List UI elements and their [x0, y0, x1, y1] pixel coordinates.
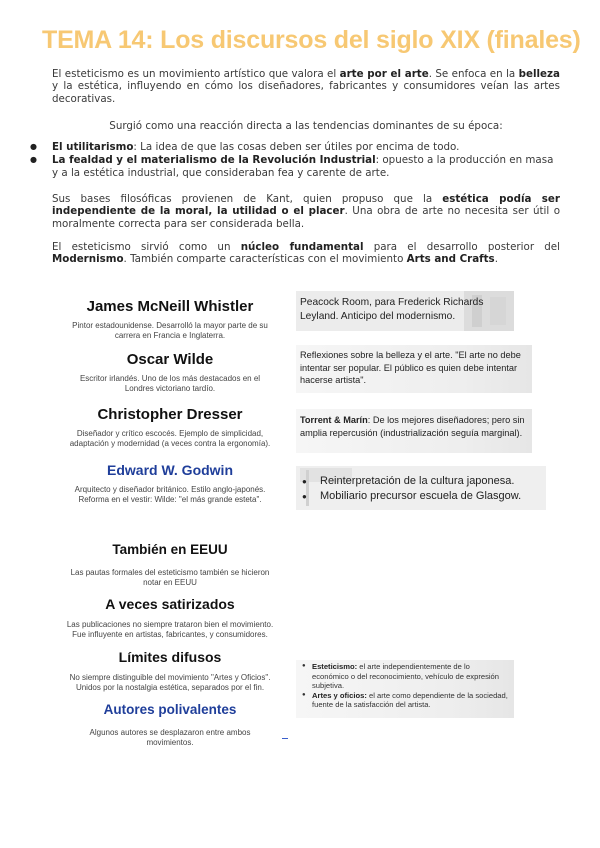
body-text: y la estética, influyendo en cómo los diseñadores, fabricantes y consumidores veían las artes decorativas. [52, 80, 560, 105]
reflexiones-box [296, 345, 532, 393]
concept-desc-line: notar en EEUU [143, 578, 197, 587]
torrent-marin-text: : De los mejores diseñadores; pero sin amplia repercusión (industrialización seguía marginal). [300, 415, 525, 438]
reaction-bullets [30, 141, 560, 180]
comparison-item: ● Esteticismo: el arte independientemente de lo económico o del reconocimiento, vehículo de expresión subjetiva. [302, 662, 499, 691]
author-heading: James McNeill Whistler [86, 298, 254, 315]
comparison-box [296, 660, 514, 718]
godwin-note-text: Reinterpretación de la cultura japonesa. [320, 475, 515, 487]
comparison-list [302, 662, 508, 710]
author-heading: Edward W. Godwin [107, 462, 233, 478]
concepts-panel [52, 532, 288, 756]
emphasis-text: estética podía ser independiente de la moral, la utilidad o el placer [52, 193, 560, 218]
authors-panel [52, 292, 288, 514]
body-text: para el desarrollo posterior del [363, 241, 561, 253]
author-desc-line: Escritor irlandés. Uno de los más destacados en el [79, 374, 261, 383]
emphasis-text: belleza [518, 68, 560, 80]
author-heading: Oscar Wilde [126, 351, 214, 368]
emphasis-text: Modernismo [52, 253, 124, 266]
godwin-notes-list [302, 474, 521, 504]
body-text: El esteticismo sirvió como un [52, 241, 241, 253]
bullet-utilitarismo [30, 141, 560, 153]
author-desc-line: adaptación y modernidad (a veces contra la ergonomía). [69, 439, 271, 448]
body-text: El esteticismo es un movimiento artístico que valora el [52, 68, 340, 80]
peacock-room-caption: Peacock Room, para Frederick Richards Leyland. Anticipo del modernismo. [300, 297, 484, 322]
intro-paragraph-4 [52, 241, 560, 266]
emphasis-text: núcleo fundamental [240, 241, 364, 253]
peacock-room-box [296, 291, 514, 331]
concept-desc-line: No siempre distinguible del movimiento "Artes y Oficios". [69, 673, 271, 682]
body-text: Sus bases filosóficas provienen de Kant, quien propuso que la [52, 193, 443, 205]
author-heading: Christopher Dresser [97, 406, 243, 423]
body-text: . Una obra de arte no necesita ser útil o moralmente correcta para ser considerada bella. [52, 205, 560, 230]
page-title: TEMA 14: Los discursos del siglo XIX (finales) [42, 26, 581, 54]
comparison-item: ● Artes y oficios: el arte como dependiente de la sociedad, fuente de la satisfacción del artista. [302, 690, 508, 710]
emphasis-text: arte por el arte [339, 68, 429, 80]
reflexiones-caption: Reflexiones sobre la belleza y el arte. "El arte no debe intentar ser popular. El público es quien debe intentar hacerse artista". [300, 350, 521, 385]
bullet-revolucion-industrial [30, 154, 560, 179]
concept-desc-line: Las pautas formales del esteticismo también se hicieron [70, 568, 270, 577]
emphasis-text: Arts and Crafts [406, 253, 495, 266]
comparison-text: el arte independientemente de lo económico o del reconocimiento, vehículo de expresión subjetiva. [312, 662, 499, 691]
author-desc-line: Diseñador y crítico escocés. Ejemplo de simplicidad, [76, 429, 264, 438]
concept-heading: También en EEUU [112, 542, 228, 557]
torrent-marin-name: Torrent & Marín [300, 415, 368, 425]
godwin-note-text: Mobiliario precursor escuela de Glasgow. [320, 490, 522, 502]
comparison-text: el arte como dependiente de la sociedad, fuente de la satisfacción del artista. [312, 690, 508, 710]
author-desc-line: carrera en Francia e Inglaterra. [114, 331, 226, 340]
concept-desc-line: Algunos autores se desplazaron entre ambos [89, 728, 251, 737]
link-underline-mark [282, 738, 288, 739]
body-text: . [494, 253, 498, 266]
comparison-term: Artes y oficios: [312, 690, 367, 700]
comparison-term: Esteticismo: [312, 662, 358, 671]
intro-paragraph-2: Surgió como una reacción directa a las tendencias dominantes de su época: [109, 120, 503, 132]
concept-heading: Autores polivalentes [103, 702, 237, 717]
concept-desc-line: Fue influyente en artistas, fabricantes, y consumidores. [72, 630, 268, 639]
emphasis-text: El utilitarismo [52, 141, 134, 153]
torrent-marin-box [296, 409, 532, 453]
concept-heading: Límites difusos [118, 649, 222, 665]
intro-paragraph-1 [52, 68, 560, 105]
author-desc-line: Reforma en el vestir: Wilde: "el más grande esteta". [78, 495, 262, 504]
body-text: . Se enfoca en la [428, 68, 519, 80]
concept-desc-line: movimientos. [146, 738, 194, 747]
torrent-marin-caption [300, 414, 526, 439]
body-text: : opuesto a la producción en masa y a la estética industrial, que consideraban fea y carente de arte. [52, 154, 554, 179]
concept-desc-line: Unidos por la nostalgia estética, separados por el fin. [75, 683, 265, 692]
body-text: : La idea de que las cosas deben ser útiles por encima de todo. [133, 141, 460, 153]
body-text: . También comparte características con el movimiento [123, 253, 407, 266]
concept-heading: A veces satirizados [105, 596, 235, 612]
godwin-notes-box [296, 466, 546, 510]
godwin-note-item: ● Mobiliario precursor escuela de Glasgow. [302, 490, 522, 502]
emphasis-text: La fealdad y el materialismo de la Revolución Industrial [52, 154, 376, 167]
author-desc-line: Arquitecto y diseñador británico. Estilo anglo-japonés. [74, 485, 266, 494]
author-desc-line: Londres victoriano tardío. [124, 384, 216, 393]
godwin-note-item: ● Reinterpretación de la cultura japonesa. [302, 475, 515, 487]
concept-desc-line: Las publicaciones no siempre trataron bien el movimiento. [66, 620, 274, 629]
intro-paragraph-3 [52, 193, 560, 230]
author-desc-line: Pintor estadounidense. Desarrolló la mayor parte de su [72, 321, 268, 330]
